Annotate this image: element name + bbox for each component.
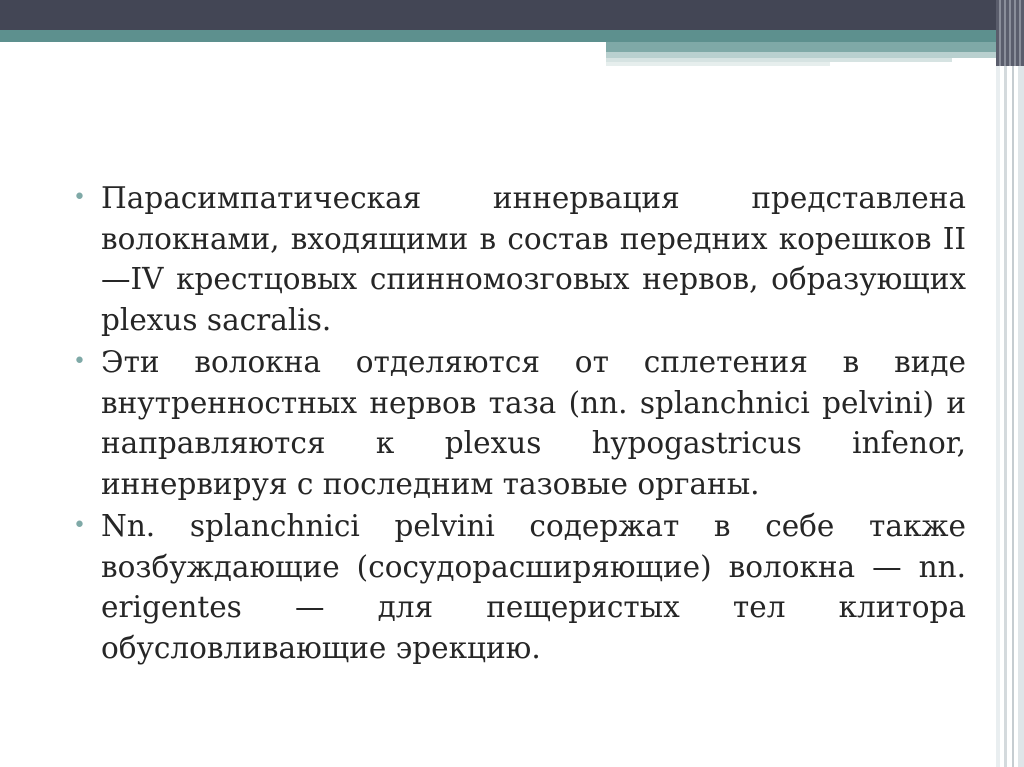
bullet-dot-icon: • [73, 349, 86, 374]
header-pale-stripe [606, 62, 830, 66]
header-teal-band [0, 30, 1024, 42]
bullet-item [73, 342, 966, 504]
edge-top-stripes [996, 0, 1024, 66]
bullet-text: Nn. splanchnici pelvini содержат в себе также возбуждающие (сосудорасширяющие) волокна — nn. erigentes — для пещеристых тел клитора обусловливающие эрекцию. [101, 509, 966, 665]
edge-stripe [996, 0, 1000, 767]
header-teal-accent [606, 42, 1024, 52]
bullet-item [73, 178, 966, 340]
edge-stripe [1018, 0, 1024, 767]
bullet-text: Парасимпатическая иннервация представлена волокнами, входящими в состав передних корешков II—IV крестцовых спинномозговых нервов, образующих plexus sacralis. [101, 181, 966, 337]
bullet-item [73, 506, 966, 668]
edge-stripe [1004, 0, 1007, 767]
bullet-text: Эти волокна отделяются от сплетения в виде внутренностных нервов таза (nn. splanchnici pelvini) и направляются к plexus hypogastricus infenor, иннервируя с последним тазовые органы. [101, 345, 966, 501]
slide-content [73, 178, 966, 668]
edge-stripe [1012, 0, 1014, 767]
bullet-dot-icon: • [73, 185, 86, 210]
bullet-dot-icon: • [73, 513, 86, 538]
header-dark-band [0, 0, 1024, 30]
